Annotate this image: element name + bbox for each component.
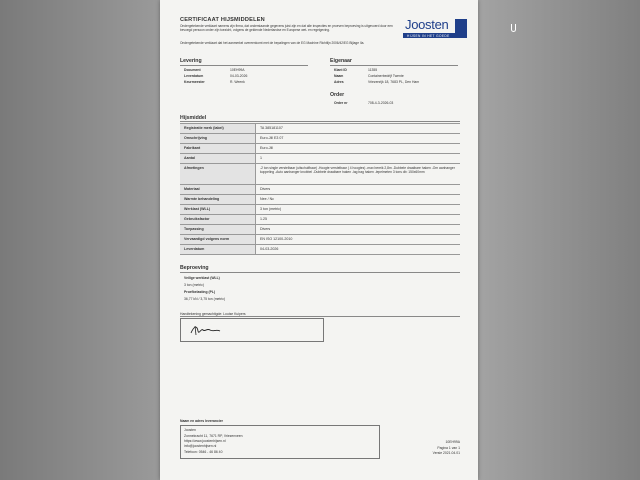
- levering-value-document: 10EH99A: [230, 68, 245, 72]
- leverancier-box: [180, 425, 380, 459]
- table-row: [180, 133, 460, 143]
- levering-heading: Levering: [180, 58, 202, 64]
- table-row: [180, 224, 460, 234]
- handwritten-signature: [189, 322, 229, 338]
- row-label: Registratie merk (label): [180, 124, 256, 133]
- hijsmiddel-table: [180, 123, 460, 255]
- pl-value: 36,77 kN / 3,75 ton (metric): [184, 297, 226, 301]
- row-value: Euro-Jill: [260, 146, 273, 150]
- row-label: Aantal: [180, 154, 256, 163]
- row-label: Vervaardigd volgens norm: [180, 235, 256, 244]
- beproeving-heading: Beproeving: [180, 265, 209, 271]
- row-label: Omschrijving: [180, 134, 256, 143]
- pl-label: Proefbelasting (PL): [184, 290, 216, 294]
- row-label: Werklast (WLL): [180, 205, 256, 214]
- eigenaar-value-klant-id: 11355: [368, 68, 378, 72]
- document-title: CERTIFICAAT HIJSMIDDELEN: [180, 17, 265, 23]
- row-value: Divers: [260, 227, 271, 231]
- table-row: [180, 163, 460, 184]
- wll-value: 3 ton (metric): [184, 283, 204, 287]
- signature-divider: [180, 316, 460, 317]
- order-label: Order nr: [334, 101, 348, 105]
- row-label: Toepassing: [180, 225, 256, 234]
- table-row: [180, 214, 460, 224]
- table-row: [180, 204, 460, 214]
- row-value: Nee / Nc: [260, 197, 274, 201]
- eigenaar-label-adres: Adres: [334, 80, 344, 84]
- leverancier-email[interactable]: info@joostenhijsen.nl: [184, 444, 217, 448]
- levering-label-keurmeester: Keurmeester: [184, 80, 205, 84]
- row-value: Euro-Jill E3 07: [260, 136, 284, 140]
- eigenaar-label-klant-id: Klant ID: [334, 68, 347, 72]
- leverancier-heading: Naam en adres leverancier: [180, 419, 223, 423]
- leverancier-line: Telefoon: 0546 - 46 86 40: [184, 450, 223, 454]
- table-row: [180, 153, 460, 163]
- table-row: [180, 234, 460, 244]
- levering-value-leverdatum: 04-03-2026: [230, 74, 248, 78]
- row-value: 1: [260, 156, 262, 160]
- row-label: Materiaal: [180, 185, 256, 194]
- table-row: [180, 194, 460, 204]
- crane-hook-icon: [455, 19, 467, 33]
- table-row: [180, 184, 460, 194]
- row-label: Warmte behandeling: [180, 195, 256, 204]
- table-row: [180, 123, 460, 133]
- signature-box: [180, 318, 324, 342]
- signature-label: Handtekening gemachtigde: Louise Kuipers: [180, 312, 246, 316]
- eigenaar-value-adres: Vriezenrijk 18, 7683 PL, Den Ham: [368, 80, 420, 84]
- footer-doc: 10EH99A: [445, 440, 460, 444]
- eigenaar-label-naam: Naam: [334, 74, 344, 78]
- row-value: -2 ton single verstelbaar (uitschuifbaar) -Hoogte verstelbaar ( 4 hoogtes) -max bereik 2,8m -Dubbele draaibare haken -Om aanhanger koppeling -Auto aanhanger knobbel -Dubbele draaibare haken -lag bag haken -lepelmeten 3 tons db: 150x60mm: [260, 166, 455, 174]
- eigenaar-heading: Eigenaar: [330, 58, 352, 64]
- joosten-logo: [403, 17, 467, 42]
- row-label: Fabrikant: [180, 144, 256, 153]
- footer-page: Pagina 1 van 1: [437, 446, 460, 450]
- row-label: Leverdatum: [180, 245, 256, 254]
- footer-version: Versie 2021.04.01: [432, 451, 460, 455]
- levering-divider: [180, 65, 308, 66]
- eigenaar-value-naam: Containerbedrijf Twente: [368, 74, 404, 78]
- background-right: [478, 0, 640, 480]
- levering-label-document: Document: [184, 68, 201, 72]
- row-value: EN ISO 12100-2010: [260, 237, 293, 241]
- leverancier-line: Zonnekracht 11, 7671 RP, Vriezenveen: [184, 434, 243, 438]
- beproeving-divider: [180, 272, 460, 273]
- levering-value-keurmeester: R. Weenk: [230, 80, 245, 84]
- hijsmiddel-divider: [180, 121, 460, 122]
- intro-text-2: Ondergetekende verklaart dat het aanmerkel overeenkomt met de bepalingen van de EG Machine Richtlijn 2006/42/EG Bijlage IIa.: [180, 41, 365, 45]
- certificate-page: [160, 0, 478, 480]
- table-row: [180, 244, 460, 255]
- wll-label: Veilige werklast (WLL): [184, 276, 220, 280]
- leverancier-link[interactable]: https://www.joostenhijsen.nl: [184, 439, 226, 443]
- row-value: TA 385181107: [260, 126, 283, 130]
- intro-text-1: Ondergetekende verklaart namens zijn firma, dat onderstaande gegevens juist zijn en dat alle inspecties en proeven beproeving is uitgevoerd door een bevoegd persoon onder zijn toezicht, volgens de geldende Nederlandse en Europese wet- en regelgeving.: [180, 24, 393, 33]
- leverancier-line: Joosten: [184, 428, 196, 432]
- row-value: 1.25: [260, 217, 267, 221]
- levering-label-leverdatum: Leverdatum: [184, 74, 204, 78]
- row-value: 04-03-2026: [260, 247, 279, 251]
- hijsmiddel-heading: Hijsmiddel: [180, 115, 207, 121]
- row-label: Afmetingen: [180, 164, 256, 184]
- background-left: [0, 0, 160, 480]
- logo-tagline: HIJSEN IN HET GOEDE: [407, 33, 450, 38]
- logo-wordmark: Joosten: [405, 17, 449, 32]
- eigenaar-divider: [330, 65, 458, 66]
- row-value: 3 ton (metric): [260, 207, 282, 211]
- order-value: 708-4-3-2026-03: [368, 101, 394, 105]
- table-row: [180, 143, 460, 153]
- row-value: Divers: [260, 187, 271, 191]
- row-label: Gebruiksfactor: [180, 215, 256, 224]
- order-heading: Order: [330, 92, 345, 98]
